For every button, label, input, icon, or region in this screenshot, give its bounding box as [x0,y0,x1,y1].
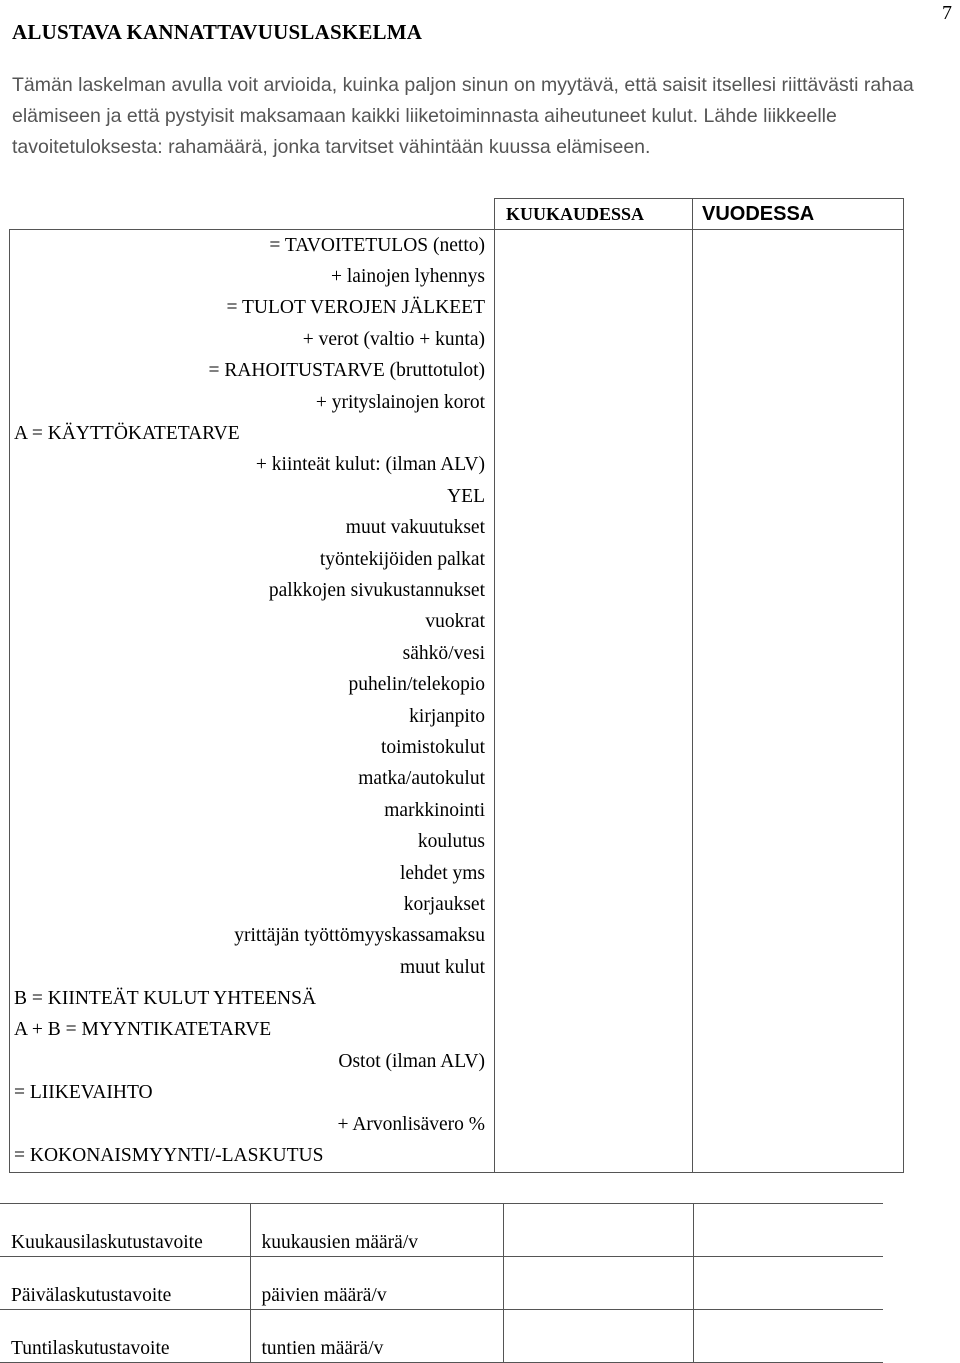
row-label: + verot (valtio + kunta) [10,324,495,355]
year-value-cell[interactable] [693,1046,904,1077]
target-row [0,1257,883,1310]
table-row [10,418,904,449]
year-value-cell[interactable] [693,575,904,606]
target-unit-label: päivien määrä/v [250,1257,503,1310]
year-value-cell[interactable] [693,418,904,449]
row-label: yrittäjän työttömyyskassamaksu [10,921,495,952]
month-value-cell[interactable] [495,921,693,952]
table-row [10,261,904,292]
year-value-cell[interactable] [693,826,904,857]
target-row [0,1204,883,1257]
table-header-row [10,199,904,230]
table-row [10,293,904,324]
row-label: YEL [10,481,495,512]
column-header-month: KUUKAUDESSA [495,199,693,230]
table-row [10,764,904,795]
month-value-cell[interactable] [495,1046,693,1077]
row-label: A = KÄYTTÖKATETARVE [10,418,495,449]
document-title: ALUSTAVA KANNATTAVUUSLASKELMA [12,20,423,44]
target-count-cell[interactable] [693,1257,883,1310]
month-value-cell[interactable] [495,826,693,857]
row-label: = TAVOITETULOS (netto) [10,230,495,262]
column-header-year: VUODESSA [693,199,904,230]
billing-targets-table [0,1203,883,1363]
month-value-cell[interactable] [495,1015,693,1046]
year-value-cell[interactable] [693,607,904,638]
table-row [10,826,904,857]
year-value-cell[interactable] [693,230,904,262]
table-row [10,544,904,575]
month-value-cell[interactable] [495,324,693,355]
table-body [10,230,904,1173]
row-label: = RAHOITUSTARVE (bruttotulot) [10,356,495,387]
row-label: matka/autokulut [10,764,495,795]
table-row [10,858,904,889]
year-value-cell[interactable] [693,450,904,481]
year-value-cell[interactable] [693,324,904,355]
target-count-cell[interactable] [693,1310,883,1363]
year-value-cell[interactable] [693,795,904,826]
row-label: = TULOT VEROJEN JÄLKEET [10,293,495,324]
target-value-cell[interactable] [503,1257,693,1310]
year-value-cell[interactable] [693,387,904,418]
year-value-cell[interactable] [693,513,904,544]
month-value-cell[interactable] [495,356,693,387]
page-number: 7 [942,2,952,24]
table-row [10,795,904,826]
year-value-cell[interactable] [693,1140,904,1172]
row-label: B = KIINTEÄT KULUT YHTEENSÄ [10,983,495,1014]
row-label: + Arvonlisävero % [10,1109,495,1140]
year-value-cell[interactable] [693,544,904,575]
month-value-cell[interactable] [495,889,693,920]
table-row [10,481,904,512]
table-row [10,1015,904,1046]
month-value-cell[interactable] [495,230,693,262]
year-value-cell[interactable] [693,921,904,952]
target-value-cell[interactable] [503,1310,693,1363]
target-row [0,1310,883,1363]
month-value-cell[interactable] [495,418,693,449]
row-label: + lainojen lyhennys [10,261,495,292]
header-blank-cell [10,199,495,230]
row-label: vuokrat [10,607,495,638]
table-row [10,952,904,983]
table-row [10,513,904,544]
target-label: Päivälaskutustavoite [0,1257,250,1310]
table-row [10,1046,904,1077]
row-label: sähkö/vesi [10,638,495,669]
row-label: Ostot (ilman ALV) [10,1046,495,1077]
targets-body [0,1204,883,1363]
table-row [10,669,904,700]
month-value-cell[interactable] [495,1109,693,1140]
month-value-cell[interactable] [495,858,693,889]
row-label: muut kulut [10,952,495,983]
month-value-cell[interactable] [495,575,693,606]
profitability-table [9,198,904,1173]
year-value-cell[interactable] [693,983,904,1014]
year-value-cell[interactable] [693,293,904,324]
month-value-cell[interactable] [495,1078,693,1109]
row-label: muut vakuutukset [10,513,495,544]
month-value-cell[interactable] [495,293,693,324]
row-label: = KOKONAISMYYNTI/-LASKUTUS [10,1140,495,1172]
table-row [10,230,904,262]
year-value-cell[interactable] [693,732,904,763]
month-value-cell[interactable] [495,669,693,700]
table-row [10,638,904,669]
year-value-cell[interactable] [693,1015,904,1046]
month-value-cell[interactable] [495,952,693,983]
year-value-cell[interactable] [693,952,904,983]
table-row [10,701,904,732]
row-label: korjaukset [10,889,495,920]
month-value-cell[interactable] [495,513,693,544]
month-value-cell[interactable] [495,732,693,763]
row-label: + kiinteät kulut: (ilman ALV) [10,450,495,481]
target-count-cell[interactable] [693,1204,883,1257]
year-value-cell[interactable] [693,858,904,889]
month-value-cell[interactable] [495,481,693,512]
month-value-cell[interactable] [495,1140,693,1172]
row-label: koulutus [10,826,495,857]
target-value-cell[interactable] [503,1204,693,1257]
month-value-cell[interactable] [495,795,693,826]
table-row [10,324,904,355]
month-value-cell[interactable] [495,638,693,669]
year-value-cell[interactable] [693,261,904,292]
year-value-cell[interactable] [693,1078,904,1109]
year-value-cell[interactable] [693,889,904,920]
table-row [10,889,904,920]
row-label: + yrityslainojen korot [10,387,495,418]
year-value-cell[interactable] [693,669,904,700]
month-value-cell[interactable] [495,261,693,292]
year-value-cell[interactable] [693,764,904,795]
table-row [10,732,904,763]
table-row [10,983,904,1014]
table-row [10,575,904,606]
table-row [10,1140,904,1172]
table-row [10,1078,904,1109]
month-value-cell[interactable] [495,450,693,481]
month-value-cell[interactable] [495,387,693,418]
row-label: = LIIKEVAIHTO [10,1078,495,1109]
row-label: toimistokulut [10,732,495,763]
table-row [10,921,904,952]
month-value-cell[interactable] [495,544,693,575]
row-label: kirjanpito [10,701,495,732]
row-label: markkinointi [10,795,495,826]
month-value-cell[interactable] [495,701,693,732]
row-label: lehdet yms [10,858,495,889]
target-label: Kuukausilaskutustavoite [0,1204,250,1257]
year-value-cell[interactable] [693,638,904,669]
row-label: palkkojen sivukustannukset [10,575,495,606]
table-row [10,356,904,387]
target-unit-label: kuukausien määrä/v [250,1204,503,1257]
month-value-cell[interactable] [495,983,693,1014]
year-value-cell[interactable] [693,701,904,732]
month-value-cell[interactable] [495,764,693,795]
intro-paragraph: Tämän laskelman avulla voit arvioida, kuinka paljon sinun on myytävä, että saisit itsellesi riittävästi rahaa elämiseen ja että pystyisit maksamaan kaikki liiketoiminnasta aiheutuneet kulut. Lähde liikkeelle tavoitetuloksesta: rahamäärä, jonka tarvitset vähintään kuussa elämiseen. [12,74,914,158]
table-row [10,387,904,418]
table-row [10,1109,904,1140]
target-label: Tuntilaskutustavoite [0,1310,250,1363]
row-label: A + B = MYYNTIKATETARVE [10,1015,495,1046]
year-value-cell[interactable] [693,481,904,512]
month-value-cell[interactable] [495,607,693,638]
row-label: puhelin/telekopio [10,669,495,700]
year-value-cell[interactable] [693,1109,904,1140]
target-unit-label: tuntien määrä/v [250,1310,503,1363]
year-value-cell[interactable] [693,356,904,387]
row-label: työntekijöiden palkat [10,544,495,575]
table-row [10,450,904,481]
table-row [10,607,904,638]
